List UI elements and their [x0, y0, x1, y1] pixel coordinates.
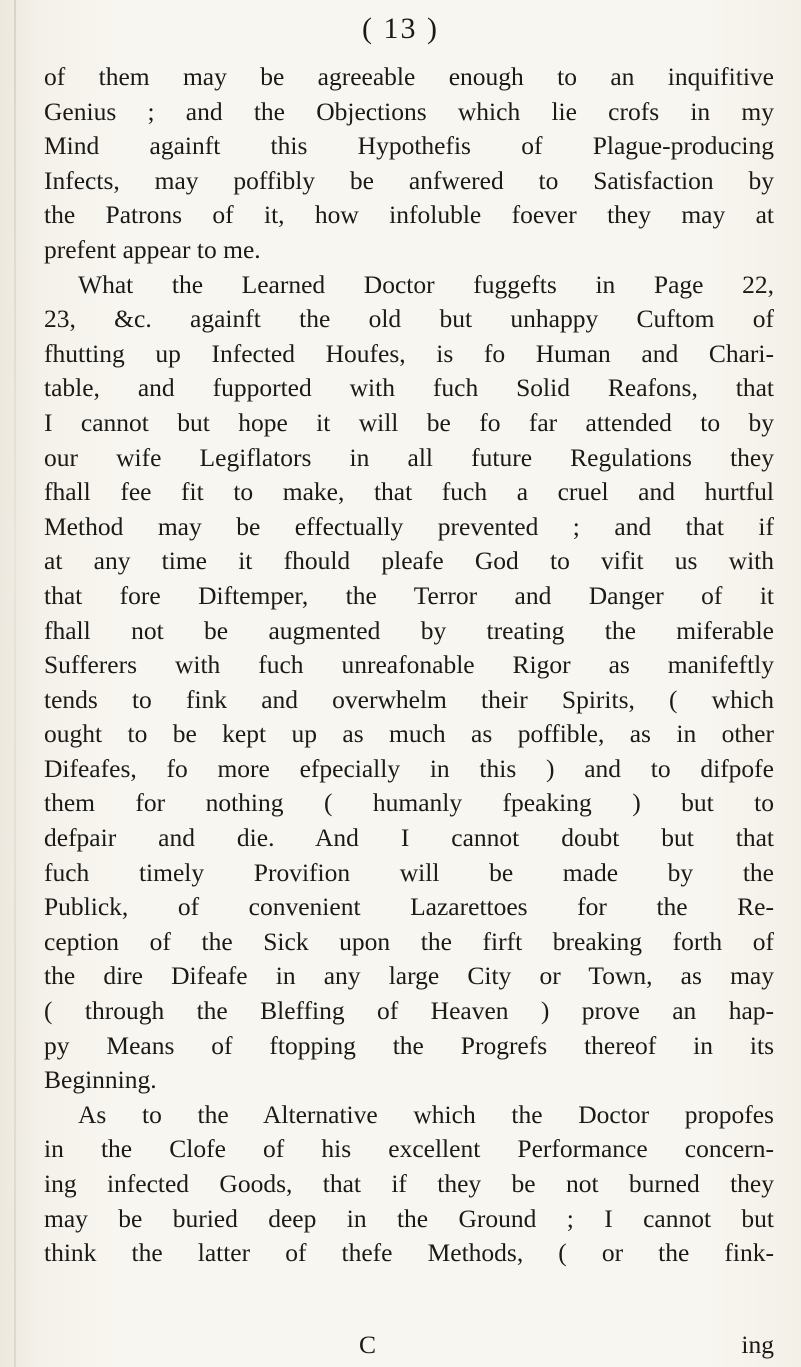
text-line: our wife Legiflators in all future Regulations they	[44, 442, 774, 472]
signature-mark: C	[359, 1330, 377, 1359]
text-line: prefent appear to me.	[44, 234, 261, 264]
text-line: fhall fee fit to make, that fuch a cruel and hurtful	[44, 477, 774, 507]
text-line: ought to be kept up as much as poffible, as in other	[44, 719, 774, 749]
page-number: ( 13 )	[362, 12, 439, 45]
text-line: Genius ; and the Objections which lie crofs in my	[44, 96, 774, 126]
text-line: Method may be effectually prevented ; and that if	[44, 511, 774, 541]
body-text	[44, 60, 774, 1271]
text-line: that fore Diftemper, the Terror and Danger of it	[44, 580, 774, 610]
text-line: table, and fupported with fuch Solid Reafons, that	[44, 373, 774, 403]
text-line: the Patrons of it, how infoluble foever they may at	[44, 200, 774, 230]
footer-marks	[44, 1330, 774, 1364]
text-line: defpair and die. And I cannot doubt but that	[44, 823, 774, 853]
text-line: the dire Difeafe in any large City or Town, as may	[44, 961, 774, 991]
text-line: Sufferers with fuch unreafonable Rigor as manifeftly	[44, 650, 774, 680]
binding-gutter	[14, 0, 16, 1367]
text-line: Infects, may poffibly be anfwered to Satisfaction by	[44, 165, 774, 195]
text-line: What the Learned Doctor fuggefts in Page 22,	[78, 269, 774, 299]
text-line: I cannot but hope it will be fo far attended to by	[44, 407, 774, 437]
text-line: think the latter of thefe Methods, ( or the fink-	[44, 1238, 774, 1268]
text-line: Difeafes, fo more efpecially in this ) and to difpofe	[44, 753, 774, 783]
text-line: at any time it fhould pleafe God to vifit us with	[44, 546, 774, 576]
text-line: Beginning.	[44, 1065, 157, 1095]
text-line: may be buried deep in the Ground ; I cannot but	[44, 1203, 774, 1233]
text-line: ception of the Sick upon the firft breaking forth of	[44, 926, 774, 956]
text-line: fuch timely Provifion will be made by the	[44, 857, 774, 887]
text-line: ing infected Goods, that if they be not burned they	[44, 1169, 774, 1198]
text-line: them for nothing ( humanly fpeaking ) but to	[44, 788, 774, 818]
text-line: in the Clofe of his excellent Performance concern-	[44, 1134, 774, 1164]
text-line: ( through the Bleffing of Heaven ) prove an hap-	[44, 996, 774, 1026]
text-line: Publick, of convenient Lazarettoes for the Re-	[44, 892, 774, 922]
text-line: py Means of ftopping the Progrefs thereof in its	[44, 1030, 774, 1060]
text-line: Mind againft this Hypothefis of Plague-producing	[44, 131, 774, 161]
text-line: As to the Alternative which the Doctor propofes	[78, 1099, 774, 1129]
text-line: fhutting up Infected Houfes, is fo Human and Chari-	[44, 338, 774, 368]
text-line: of them may be agreeable enough to an inquifitive	[44, 62, 774, 91]
catchword: ing	[741, 1330, 774, 1359]
text-line: tends to fink and overwhelm their Spirits, ( which	[44, 684, 774, 714]
text-line: 23, &c. againft the old but unhappy Cuftom of	[44, 304, 774, 334]
text-line: fhall not be augmented by treating the miferable	[44, 615, 774, 645]
